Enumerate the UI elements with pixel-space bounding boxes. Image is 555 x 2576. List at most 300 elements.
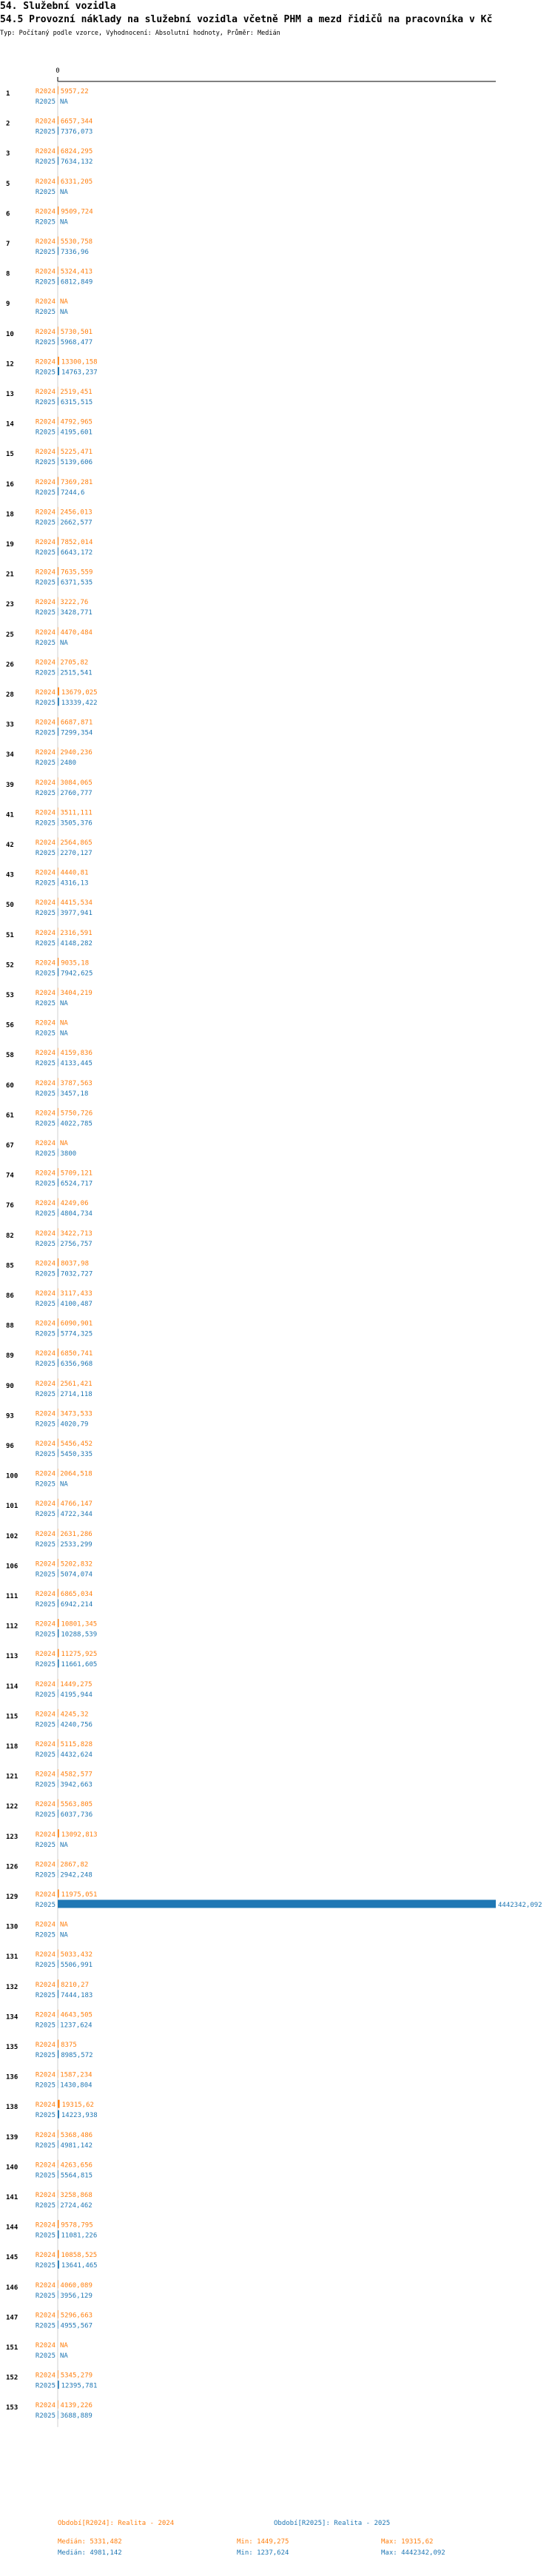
row-id-label: 13	[6, 391, 14, 398]
data-label-r2025: 4195,601	[60, 429, 92, 437]
row-id-label: 2	[6, 120, 10, 128]
row-id-label: 115	[6, 1713, 18, 1721]
series-label-r2024: R2024	[35, 1741, 56, 1748]
series-label-r2024: R2024	[35, 418, 56, 426]
data-label-r2025: 5564,815	[60, 2172, 93, 2180]
data-label-r2025: 6037,736	[60, 1811, 93, 1819]
data-label-r2024: 2064,518	[60, 1470, 92, 1478]
series-label-r2024: R2024	[35, 2192, 56, 2199]
series-label-r2024: R2024	[35, 2011, 56, 2019]
row-id-label: 140	[6, 2164, 18, 2172]
row-id-label: 33	[6, 721, 14, 729]
data-label-r2024: 7369,281	[60, 478, 93, 486]
bar-r2025	[58, 2381, 59, 2389]
row-id-label: 130	[6, 1923, 18, 1931]
series-label-r2025: R2025	[35, 939, 56, 947]
data-label-r2025: 2515,541	[60, 669, 92, 677]
row-id-label: 67	[6, 1142, 14, 1150]
data-label-r2024: 6865,034	[60, 1591, 93, 1598]
row-id-label: 106	[6, 1563, 18, 1571]
series-label-r2024: R2024	[35, 1861, 56, 1869]
row-id-label: 123	[6, 1833, 18, 1841]
data-label-r2025: 7299,354	[60, 729, 93, 737]
row-id-label: 9	[6, 301, 10, 309]
data-label-r2024: 3117,433	[60, 1290, 92, 1298]
row-id-label: 82	[6, 1232, 14, 1240]
series-label-r2024: R2024	[35, 689, 56, 697]
series-label-r2024: R2024	[35, 1591, 56, 1598]
bar-r2024	[58, 1890, 59, 1898]
row-id-label: 26	[6, 661, 14, 669]
series-label-r2025: R2025	[35, 2112, 56, 2120]
row-id-label: 6	[6, 210, 10, 218]
row-id-label: 15	[6, 451, 14, 459]
data-label-r2024: 5225,471	[60, 449, 93, 457]
data-label-r2024: 4470,484	[60, 628, 92, 637]
data-label-r2024: 5115,828	[60, 1741, 93, 1748]
series-label-r2024: R2024	[35, 1500, 56, 1509]
series-label-r2025: R2025	[35, 759, 56, 768]
series-label-r2025: R2025	[35, 729, 56, 737]
data-label-r2024: 3084,065	[60, 779, 92, 787]
series-label-r2025: R2025	[35, 2412, 56, 2421]
data-label-r2024: 2631,286	[60, 1530, 92, 1538]
row-id-label: 146	[6, 2284, 18, 2292]
series-label-r2025: R2025	[35, 1841, 56, 1849]
series-label-r2024: R2024	[35, 1019, 56, 1027]
row-id-label: 89	[6, 1352, 14, 1361]
data-label-r2024: 3404,219	[60, 990, 92, 997]
data-label-r2025: 4133,445	[60, 1060, 92, 1068]
row-id-label: 151	[6, 2344, 18, 2352]
data-label-r2025: 4955,567	[60, 2322, 93, 2330]
data-label-r2025: 2756,757	[60, 1240, 92, 1248]
row-id-label: 114	[6, 1683, 18, 1691]
row-id-label: 19	[6, 541, 14, 549]
data-label-r2024: 10858,525	[61, 2252, 98, 2260]
series-label-r2025: R2025	[35, 549, 56, 557]
series-label-r2025: R2025	[35, 1902, 56, 1909]
row-id-label: 60	[6, 1081, 14, 1090]
data-label-r2024: 2564,865	[60, 839, 92, 847]
series-label-r2024: R2024	[35, 1320, 56, 1328]
row-id-label: 144	[6, 2224, 18, 2232]
series-label-r2024: R2024	[35, 1530, 56, 1538]
series-label-r2024: R2024	[35, 929, 56, 937]
series-label-r2024: R2024	[35, 88, 56, 95]
legend-r2025: Období[R2025]: Realita - 2025	[274, 2520, 391, 2527]
data-label-r2025: 4722,344	[60, 1511, 92, 1519]
data-label-r2024: 6824,295	[60, 148, 93, 156]
row-id-label: 134	[6, 2013, 18, 2022]
row-id-label: 43	[6, 871, 14, 879]
stat-max-r2025: Max: 4442342,092	[381, 2549, 445, 2557]
series-label-r2025: R2025	[35, 1751, 56, 1759]
row-id-label: 61	[6, 1112, 14, 1120]
series-label-r2024: R2024	[35, 779, 56, 787]
series-label-r2024: R2024	[35, 1410, 56, 1418]
series-label-r2024: R2024	[35, 899, 56, 908]
series-label-r2025: R2025	[35, 2202, 56, 2210]
data-label-r2025: NA	[60, 1931, 68, 1939]
series-label-r2025: R2025	[35, 1120, 56, 1128]
series-label-r2024: R2024	[35, 208, 56, 216]
series-label-r2024: R2024	[35, 118, 56, 126]
data-label-r2025: 3956,129	[60, 2292, 92, 2300]
series-label-r2025: R2025	[35, 1030, 56, 1038]
data-label-r2025: NA	[60, 218, 68, 227]
series-label-r2024: R2024	[35, 1771, 56, 1779]
data-label-r2025: NA	[60, 639, 68, 647]
data-label-r2025: 5450,335	[60, 1451, 93, 1458]
data-label-r2024: 2561,421	[60, 1380, 92, 1388]
data-label-r2024: 5345,279	[60, 2372, 93, 2380]
series-label-r2024: R2024	[35, 749, 56, 757]
series-label-r2025: R2025	[35, 639, 56, 647]
legend-r2024: Období[R2024]: Realita - 2024	[58, 2520, 175, 2527]
row-id-label: 42	[6, 842, 14, 849]
row-id-label: 93	[6, 1412, 14, 1421]
series-label-r2024: R2024	[35, 1470, 56, 1478]
data-label-r2025: 6315,515	[60, 399, 93, 406]
series-label-r2024: R2024	[35, 1079, 56, 1087]
series-label-r2024: R2024	[35, 178, 56, 186]
data-label-r2024: 2867,82	[60, 1861, 89, 1869]
series-label-r2025: R2025	[35, 850, 56, 857]
series-label-r2024: R2024	[35, 1711, 56, 1719]
data-label-r2025: 4020,79	[60, 1421, 89, 1429]
row-id-label: 101	[6, 1503, 18, 1511]
data-label-r2024: 2316,591	[60, 929, 92, 937]
series-label-r2025: R2025	[35, 1781, 56, 1789]
data-label-r2025: 7634,132	[61, 158, 93, 167]
data-label-r2025: 4195,944	[60, 1691, 92, 1699]
data-label-r2025: 5506,991	[60, 1962, 93, 1970]
data-label-r2025: 2760,777	[60, 789, 92, 797]
series-label-r2025: R2025	[35, 1240, 56, 1248]
data-label-r2025: 3457,18	[60, 1090, 89, 1098]
data-label-r2025: 5968,477	[60, 338, 93, 346]
data-label-r2024: 4440,81	[60, 869, 89, 877]
data-label-r2025: 6942,214	[60, 1601, 93, 1609]
data-label-r2024: 4159,836	[60, 1050, 92, 1058]
data-label-r2024: 2519,451	[60, 389, 92, 396]
data-label-r2025: 2480	[60, 759, 77, 768]
series-label-r2024: R2024	[35, 1680, 56, 1688]
data-label-r2025: 6371,535	[60, 579, 93, 587]
series-label-r2024: R2024	[35, 148, 56, 156]
series-label-r2024: R2024	[35, 1921, 56, 1929]
series-label-r2024: R2024	[35, 2161, 56, 2170]
data-label-r2024: 13092,813	[61, 1831, 98, 1839]
row-id-label: 113	[6, 1653, 18, 1661]
series-label-r2025: R2025	[35, 2141, 56, 2150]
bar-r2025	[58, 698, 59, 706]
bar-r2025	[58, 1660, 59, 1668]
series-label-r2025: R2025	[35, 1962, 56, 1970]
row-id-label: 53	[6, 992, 14, 999]
series-label-r2025: R2025	[35, 489, 56, 497]
series-label-r2024: R2024	[35, 2281, 56, 2290]
series-label-r2024: R2024	[35, 2372, 56, 2380]
data-label-r2025: 6356,968	[60, 1361, 93, 1369]
data-label-r2024: 5709,121	[60, 1170, 93, 1178]
data-label-r2024: 3787,563	[60, 1079, 92, 1087]
series-label-r2025: R2025	[35, 1451, 56, 1458]
data-label-r2024: 5750,726	[60, 1110, 93, 1118]
series-label-r2024: R2024	[35, 809, 56, 817]
chart-title: 54.5 Provozní náklady na služební vozidla včetně PHM a mezd řidičů na pracovníka v Kč	[0, 14, 493, 25]
row-id-label: 122	[6, 1803, 18, 1811]
data-label-r2024: 5730,501	[60, 328, 93, 336]
data-label-r2025: NA	[60, 1480, 68, 1489]
bar-r2024	[58, 1649, 59, 1657]
data-label-r2024: 8037,98	[61, 1260, 90, 1268]
series-label-r2025: R2025	[35, 1090, 56, 1098]
section-title: 54. Služební vozidla	[0, 1, 116, 12]
data-label-r2025: 3800	[60, 1150, 77, 1158]
row-id-label: 141	[6, 2194, 18, 2201]
data-label-r2025: 14223,938	[61, 2112, 98, 2120]
series-label-r2025: R2025	[35, 1480, 56, 1489]
data-label-r2024: 5324,413	[60, 268, 93, 276]
series-label-r2025: R2025	[35, 249, 56, 256]
row-id-label: 85	[6, 1262, 14, 1270]
series-label-r2025: R2025	[35, 429, 56, 437]
series-label-r2024: R2024	[35, 1260, 56, 1268]
row-id-label: 8	[6, 270, 10, 278]
series-label-r2025: R2025	[35, 1000, 56, 1007]
data-label-r2025: 4804,734	[60, 1210, 92, 1218]
data-label-r2024: 13679,025	[61, 689, 98, 697]
series-label-r2025: R2025	[35, 1540, 56, 1549]
series-label-r2025: R2025	[35, 459, 56, 467]
series-label-r2024: R2024	[35, 298, 56, 306]
row-id-label: 41	[6, 811, 14, 819]
data-label-r2024: 5456,452	[60, 1440, 93, 1448]
data-label-r2025: 2942,248	[60, 1871, 92, 1879]
series-label-r2024: R2024	[35, 1140, 56, 1147]
data-label-r2024: 4263,656	[60, 2161, 92, 2170]
data-label-r2024: 7635,559	[61, 568, 93, 577]
row-id-label: 131	[6, 1953, 18, 1962]
bar-r2024	[58, 1829, 59, 1837]
series-label-r2024: R2024	[35, 1050, 56, 1058]
data-label-r2024: 5202,832	[60, 1560, 93, 1569]
series-label-r2024: R2024	[35, 1170, 56, 1178]
series-label-r2024: R2024	[35, 1200, 56, 1208]
series-label-r2024: R2024	[35, 1951, 56, 1959]
data-label-r2024: NA	[60, 1140, 68, 1147]
row-id-label: 23	[6, 601, 14, 609]
series-label-r2025: R2025	[35, 1871, 56, 1879]
data-label-r2024: NA	[60, 1019, 68, 1027]
series-label-r2025: R2025	[35, 2232, 56, 2240]
series-label-r2024: R2024	[35, 358, 56, 366]
row-id-label: 56	[6, 1022, 14, 1030]
series-label-r2025: R2025	[35, 519, 56, 527]
data-label-r2024: 2705,82	[60, 659, 89, 667]
series-label-r2025: R2025	[35, 1931, 56, 1939]
data-label-r2025: 4432,624	[60, 1751, 92, 1759]
series-label-r2024: R2024	[35, 2312, 56, 2320]
data-label-r2025: 4022,785	[60, 1120, 92, 1128]
data-label-r2025: 3977,941	[60, 910, 92, 918]
series-label-r2025: R2025	[35, 970, 56, 978]
data-label-r2024: 5033,432	[60, 1951, 93, 1959]
row-id-label: 16	[6, 480, 14, 489]
data-label-r2024: NA	[60, 298, 68, 306]
data-label-r2024: 2456,013	[60, 509, 92, 517]
row-id-label: 129	[6, 1894, 18, 1901]
series-label-r2024: R2024	[35, 1290, 56, 1298]
data-label-r2025: 11081,226	[61, 2232, 98, 2240]
series-label-r2024: R2024	[35, 1620, 56, 1629]
bar-r2024	[58, 2100, 60, 2108]
series-label-r2024: R2024	[35, 1110, 56, 1118]
series-label-r2025: R2025	[35, 2262, 56, 2270]
data-label-r2025: NA	[60, 1030, 68, 1038]
data-label-r2025: NA	[60, 2352, 68, 2360]
series-label-r2024: R2024	[35, 1560, 56, 1569]
data-label-r2025: 7336,96	[60, 249, 89, 256]
data-label-r2024: 3473,533	[60, 1410, 92, 1418]
series-label-r2025: R2025	[35, 1270, 56, 1278]
series-label-r2025: R2025	[35, 2352, 56, 2360]
data-label-r2024: 1449,275	[60, 1680, 92, 1688]
data-label-r2024: 6850,741	[60, 1350, 93, 1358]
data-label-r2024: 3258,868	[60, 2192, 92, 2199]
data-label-r2025: 10288,539	[61, 1631, 98, 1639]
data-label-r2025: 8985,572	[61, 2052, 93, 2059]
data-label-r2025: 3505,376	[60, 819, 92, 828]
series-label-r2025: R2025	[35, 1991, 56, 1999]
data-label-r2024: 19315,62	[61, 2102, 94, 2110]
data-label-r2024: 4643,505	[60, 2011, 92, 2019]
data-label-r2025: 13641,465	[61, 2262, 98, 2270]
series-label-r2024: R2024	[35, 628, 56, 637]
data-label-r2025: 7244,6	[60, 489, 85, 497]
stat-max-r2024: Max: 19315,62	[381, 2538, 434, 2546]
bar-r2025	[58, 2110, 59, 2119]
data-label-r2025: 6812,849	[60, 278, 93, 286]
series-label-r2024: R2024	[35, 389, 56, 396]
data-label-r2024: 5957,22	[60, 88, 89, 95]
series-label-r2025: R2025	[35, 1661, 56, 1669]
row-id-label: 121	[6, 1773, 18, 1781]
data-label-r2025: 4981,142	[60, 2141, 93, 2150]
series-label-r2025: R2025	[35, 1301, 56, 1308]
series-label-r2024: R2024	[35, 1440, 56, 1448]
series-label-r2024: R2024	[35, 478, 56, 486]
series-label-r2024: R2024	[35, 2131, 56, 2139]
series-label-r2025: R2025	[35, 1390, 56, 1398]
series-label-r2024: R2024	[35, 449, 56, 457]
data-label-r2025: 4316,13	[60, 879, 89, 888]
data-label-r2024: 4139,226	[60, 2402, 92, 2410]
data-label-r2025: 1237,624	[60, 2022, 92, 2030]
row-id-label: 147	[6, 2314, 18, 2322]
series-label-r2025: R2025	[35, 1721, 56, 1729]
data-label-r2025: 4100,487	[60, 1301, 92, 1308]
data-label-r2024: 9578,795	[61, 2221, 93, 2230]
series-label-r2025: R2025	[35, 1180, 56, 1188]
data-label-r2024: 11275,925	[61, 1651, 98, 1659]
series-label-r2025: R2025	[35, 1511, 56, 1519]
row-id-label: 3	[6, 150, 10, 158]
bar-r2025	[58, 2261, 59, 2269]
data-label-r2024: NA	[60, 2342, 68, 2349]
series-label-r2024: R2024	[35, 1981, 56, 1989]
row-id-label: 76	[6, 1202, 14, 1210]
series-label-r2025: R2025	[35, 2172, 56, 2180]
row-id-label: 12	[6, 360, 14, 369]
series-label-r2025: R2025	[35, 278, 56, 286]
series-label-r2024: R2024	[35, 869, 56, 877]
series-label-r2024: R2024	[35, 2402, 56, 2410]
series-label-r2024: R2024	[35, 328, 56, 336]
row-id-label: 118	[6, 1743, 18, 1751]
data-label-r2024: 4245,32	[60, 1711, 89, 1719]
series-label-r2024: R2024	[35, 2042, 56, 2049]
data-label-r2025: 14763,237	[61, 369, 98, 377]
series-label-r2025: R2025	[35, 1150, 56, 1158]
series-label-r2024: R2024	[35, 539, 56, 546]
series-label-r2024: R2024	[35, 568, 56, 577]
row-id-label: 100	[6, 1472, 18, 1480]
stat-median-r2025: Medián: 4981,142	[58, 2549, 122, 2557]
series-label-r2025: R2025	[35, 669, 56, 677]
data-label-r2024: 3511,111	[60, 809, 92, 817]
data-label-r2024: 4792,965	[60, 418, 92, 426]
series-label-r2025: R2025	[35, 2082, 56, 2090]
data-label-r2025: 3428,771	[60, 609, 92, 617]
data-label-r2025: NA	[60, 309, 68, 317]
row-id-label: 126	[6, 1863, 18, 1871]
series-label-r2025: R2025	[35, 1691, 56, 1699]
row-id-label: 102	[6, 1532, 18, 1540]
chart-footer	[0, 2517, 555, 2576]
row-id-label: 28	[6, 691, 14, 699]
series-label-r2024: R2024	[35, 839, 56, 847]
series-label-r2024: R2024	[35, 659, 56, 667]
data-label-r2024: NA	[60, 1921, 68, 1929]
data-label-r2025: 7942,625	[61, 970, 93, 978]
series-label-r2024: R2024	[35, 599, 56, 607]
series-label-r2024: R2024	[35, 2102, 56, 2110]
row-id-label: 86	[6, 1292, 14, 1300]
stat-min-r2025: Min: 1237,624	[237, 2549, 289, 2557]
row-id-label: 52	[6, 962, 14, 970]
series-label-r2025: R2025	[35, 879, 56, 888]
series-label-r2025: R2025	[35, 218, 56, 227]
series-label-r2025: R2025	[35, 2052, 56, 2059]
data-label-r2024: 8210,27	[61, 1981, 90, 1989]
data-label-r2025: 2270,127	[60, 850, 92, 857]
data-label-r2025: 7444,183	[60, 1991, 93, 1999]
stat-min-r2024: Min: 1449,275	[237, 2538, 289, 2546]
data-label-r2025: 11661,605	[61, 1661, 98, 1669]
stat-median-r2024: Medián: 5331,482	[58, 2538, 122, 2546]
data-label-r2024: 9035,18	[61, 959, 90, 967]
series-label-r2025: R2025	[35, 369, 56, 377]
row-id-label: 1	[6, 90, 10, 98]
series-label-r2025: R2025	[35, 158, 56, 167]
series-label-r2024: R2024	[35, 238, 56, 246]
series-label-r2025: R2025	[35, 128, 56, 136]
data-label-r2024: 5368,486	[60, 2131, 93, 2139]
bar-r2024	[58, 357, 59, 365]
